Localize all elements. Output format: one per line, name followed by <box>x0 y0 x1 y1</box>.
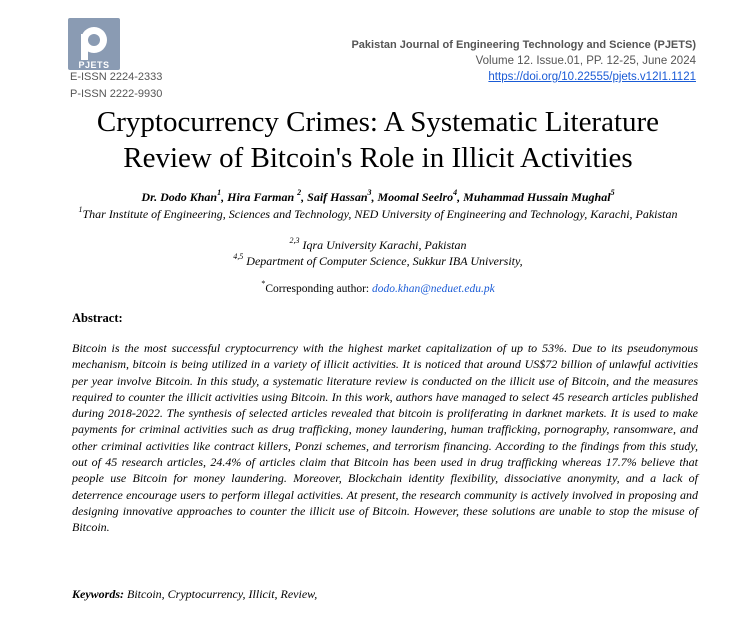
abstract-heading: Abstract: <box>72 311 123 325</box>
affiliation-1 <box>60 207 696 222</box>
affiliation-sup: 2,3 <box>289 236 300 245</box>
title-line-2: Review of Bitcoin's Role in Illicit Activities <box>123 142 633 174</box>
affiliation-2 <box>60 238 696 253</box>
volume-info: Volume 12. Issue.01, PP. 12-25, June 2024 <box>475 55 696 67</box>
e-issn: E-ISSN 2224-2333 <box>70 71 163 83</box>
title-line-1: Cryptocurrency Crimes: A Systematic Literature <box>96 106 660 138</box>
logo-text: PJETS <box>78 60 110 70</box>
author-sup: 2 <box>297 188 302 197</box>
affiliation-sup: 1 <box>78 205 83 214</box>
keywords-line <box>72 587 317 602</box>
abstract-body: Bitcoin is the most successful cryptocurrency with the highest market capitalization of up to 53%. Due to its pseudonymous mechanism, bitcoin is being utilized in a variety of illicit activities. It is noticed that around US$72 billion of unlawful activities per year involve Bitcoin. In this study, a systematic literature review is conducted on the illicit use of Bitcoin, and the measures required to counter the illicit activities using Bitcoin. In this work, authors have managed to select 45 research articles published during 2018-2022. The synthesis of selected articles revealed that bitcoin is proliferating in darknet markets. It is used to make payments for criminal activities such as drug trafficking, money laundering, human trafficking, pornography, ransomware, and other criminal activities like contract killers, Ponzi schemes, and terrorism financing. According to the findings from this study, out of 45 research articles, 24.4% of articles claim that Bitcoin has been used in drug trafficking whereas 17.7% believe that people use Bitcoin for money laundering. Moreover, Blockchain identity flexibility, dissociative anonymity, and a lack of deterrence encourage users to perform illegal activities. At present, the research community is actively involved in proposing and designing innovative approaches to counter the illicit use of Bitcoin. However, these solutions are unable to stop the misuse of Bitcoin. <box>72 341 698 535</box>
author-sup: 3 <box>367 188 372 197</box>
affiliation-sup: 4,5 <box>233 252 244 261</box>
affiliation-text: Department of Computer Science, Sukkur IBA University, <box>243 254 523 268</box>
corresponding-email-link[interactable]: dodo.khan@neduet.edu.pk <box>372 283 495 295</box>
author-name: Saif Hassan <box>307 190 368 204</box>
author-sup: 1 <box>217 188 222 197</box>
p-issn: P-ISSN 2222-9930 <box>70 88 163 100</box>
author-name: Muhammad Hussain Mughal <box>463 190 611 204</box>
author-name: Dr. Dodo Khan <box>141 190 218 204</box>
keywords-label: Keywords: <box>72 587 124 601</box>
journal-name: Pakistan Journal of Engineering Technology and Science (PJETS) <box>351 39 696 51</box>
author-sup: 4 <box>453 188 458 197</box>
keywords-value: Bitcoin, Cryptocurrency, Illicit, Review, <box>124 587 318 601</box>
corresponding-author <box>40 279 716 295</box>
author-name: Hira Farman <box>227 190 298 204</box>
corresponding-label: Corresponding author: <box>265 283 370 295</box>
affiliation-text: Thar Institute of Engineering, Sciences and Technology, NED University of Engineering and Technology, Karachi, Pakistan <box>82 207 678 221</box>
journal-logo <box>68 18 120 70</box>
author-sup: 5 <box>610 188 615 197</box>
paper-title <box>40 104 716 176</box>
affiliation-3 <box>60 254 696 269</box>
corresponding-sup: * <box>261 279 266 289</box>
author-name: Moomal Seelro <box>377 190 454 204</box>
doi-link[interactable]: https://doi.org/10.22555/pjets.v12I1.1121 <box>488 71 696 83</box>
author-list: Dr. Dodo Khan$^1$, Hira Farman $^2$, Saif Hassan$^3$, Moomal Seelro$^4$, Muhammad Hussain Mughal$^5$ <box>141 188 615 204</box>
affiliation-text: Iqra University Karachi, Pakistan <box>299 238 467 252</box>
